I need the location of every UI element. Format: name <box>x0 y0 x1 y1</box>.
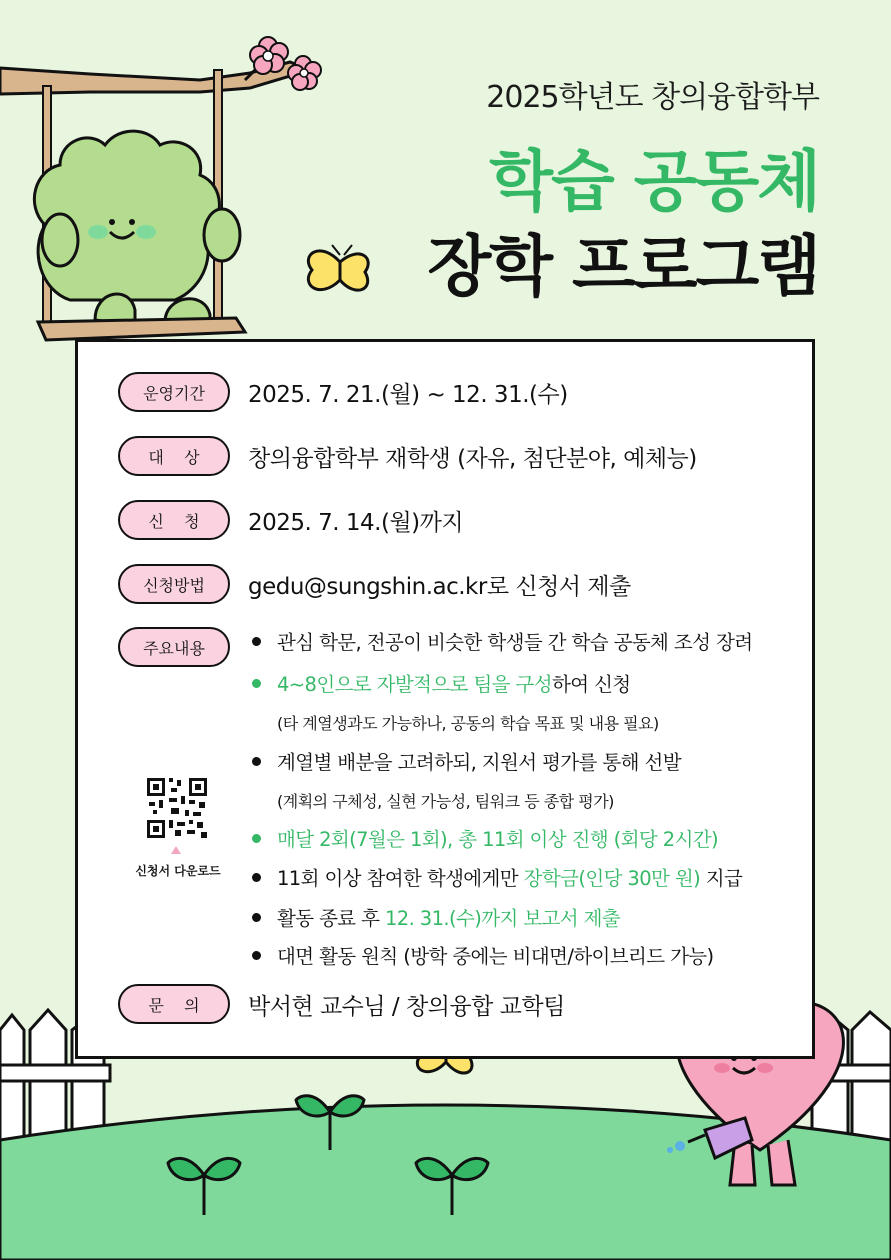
apply-deadline: 2025. 7. 14.(월)까지 <box>248 509 464 536</box>
pink-flower <box>288 56 321 90</box>
bullet-item: 관심 학문, 전공이 비슷한 학생들 간 학습 공동체 조성 장려 <box>252 627 752 655</box>
bullet-item: 4~8인으로 자발적으로 팀을 구성하여 신청 <box>252 669 631 697</box>
info-row-method <box>118 564 631 604</box>
bullet-item: 대면 활동 원칙 (방학 중에는 비대면/하이브리드 가능) <box>252 941 714 969</box>
bullet-item: 매달 2회(7월은 1회), 총 11회 이상 진행 (회당 2시간) <box>252 824 718 852</box>
qr-code[interactable] <box>145 776 209 840</box>
info-row-period <box>118 372 568 412</box>
bullet-dot <box>252 913 261 922</box>
bullet-item: 활동 종료 후 12. 31.(수)까지 보고서 제출 <box>252 903 620 931</box>
info-row-apply <box>118 500 463 540</box>
period-value: 2025. 7. 21.(월) ~ 12. 31.(수) <box>248 381 568 408</box>
label-pill: 신 청 <box>118 500 230 540</box>
bullet-dot <box>252 951 261 960</box>
bullet-dot <box>252 834 261 843</box>
pink-flower <box>250 37 288 74</box>
title-line-1: 학습 공동체 <box>489 143 819 220</box>
bullet-dot <box>252 873 261 882</box>
apply-method[interactable]: gedu@sungshin.ac.kr로 신청서 제출 <box>248 573 631 600</box>
bullet-dot <box>252 637 261 646</box>
up-arrow-icon <box>171 846 181 854</box>
yellow-butterfly <box>308 245 368 290</box>
program-subtitle: 2025학년도 창의융합학부 <box>486 80 819 115</box>
swing-seat <box>38 318 245 340</box>
label-pill: 대 상 <box>118 436 230 476</box>
qr-label: 신청서 다운로드 <box>135 864 221 878</box>
contact-value: 박서현 교수님 / 창의융합 교학팀 <box>248 993 565 1020</box>
info-row-content <box>118 627 248 667</box>
label-pill: 운영기간 <box>118 372 230 412</box>
bullet-note: (타 계열생과도 가능하나, 공동의 학습 목표 및 내용 필요) <box>277 714 659 733</box>
info-row-contact <box>118 984 565 1024</box>
bullet-item: 11회 이상 참여한 학생에게만 장학금(인당 30만 원) 지급 <box>252 863 742 891</box>
title-line-2: 장학 프로그램 <box>427 228 819 305</box>
bullet-item: 계열별 배분을 고려하되, 지원서 평가를 통해 선발 <box>252 747 681 775</box>
label-pill: 주요내용 <box>118 627 230 667</box>
label-pill: 신청방법 <box>118 564 230 604</box>
bullet-note: (계획의 구체성, 실현 가능성, 팀워크 등 종합 평가) <box>277 792 614 811</box>
bullet-dot <box>252 757 261 766</box>
bullet-dot <box>252 679 261 688</box>
green-cloud-character <box>34 131 240 325</box>
target-value: 창의융합학부 재학생 (자유, 첨단분야, 예체능) <box>248 445 697 472</box>
info-row-target <box>118 436 697 476</box>
label-pill: 문 의 <box>118 984 230 1024</box>
